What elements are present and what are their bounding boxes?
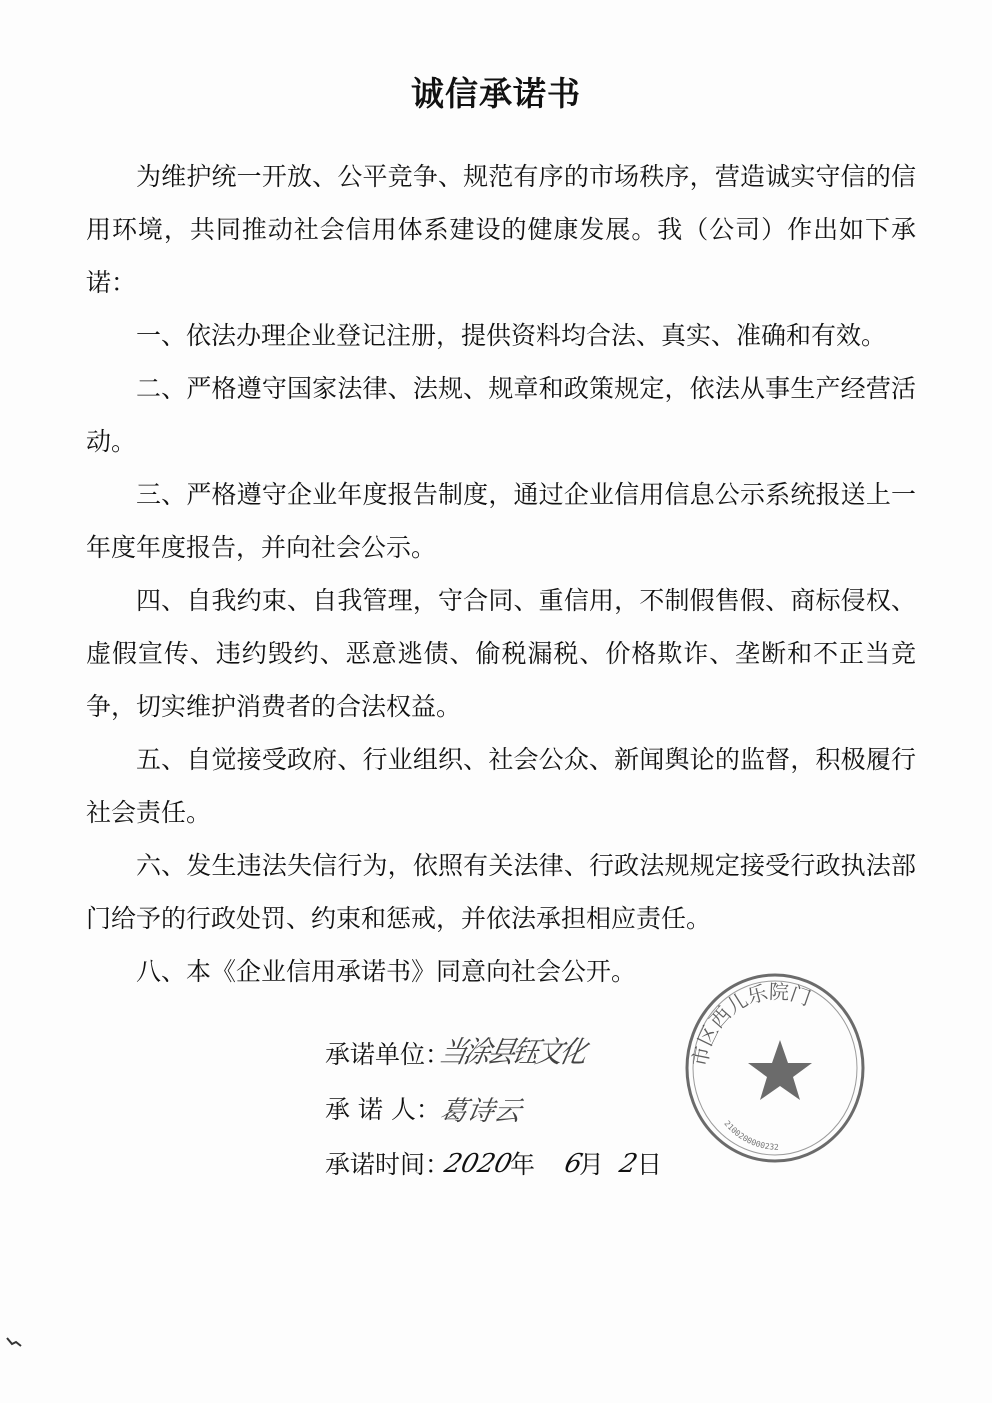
document-body bbox=[86, 150, 916, 998]
person-label: 承 诺 人： bbox=[325, 1095, 441, 1124]
paragraph-5: 五、自觉接受政府、行业组织、社会公众、新闻舆论的监督，积极履行社会责任。 bbox=[86, 745, 916, 827]
handwritten-month: 6 bbox=[561, 1149, 586, 1179]
official-seal-stamp bbox=[680, 968, 870, 1168]
paragraph-6: 六、发生违法失信行为，依照有关法律、行政法规规定接受行政执法部门给予的行政处罚、约束和惩戒，并依法承担相应责任。 bbox=[86, 851, 916, 933]
handwritten-day: 2 bbox=[616, 1149, 641, 1179]
handwritten-year: 2020 bbox=[441, 1149, 516, 1179]
paragraph-1: 一、依法办理企业登记注册，提供资料均合法、真实、准确和有效。 bbox=[136, 321, 887, 350]
signature-person-row bbox=[325, 1082, 725, 1137]
paragraph-4: 四、自我约束、自我管理，守合同、重信用，不制假售假、商标侵权、虚假宣传、违约毁约、恶意逃债、偷税漏税、价格欺诈、垄断和不正当竞争，切实维护消费者的合法权益。 bbox=[86, 586, 916, 721]
signature-date-row bbox=[325, 1137, 725, 1192]
paragraph-intro: 为维护统一开放、公平竞争、规范有序的市场秩序，营造诚实守信的信用环境，共同推动社会信用体系建设的健康发展。我（公司）作出如下承诺： bbox=[86, 162, 916, 297]
paragraph-2: 二、严格遵守国家法律、法规、规章和政策规定，依法从事生产经营活动。 bbox=[86, 374, 916, 456]
signature-block bbox=[325, 1027, 725, 1192]
paragraph-8: 八、本《企业信用承诺书》同意向社会公开。 bbox=[136, 957, 637, 986]
handwritten-signature: 葛诗云 bbox=[437, 1096, 524, 1127]
signature-unit-row bbox=[325, 1027, 725, 1082]
scan-mark-icon bbox=[6, 1336, 22, 1348]
day-char: 日 bbox=[637, 1150, 663, 1179]
document-title: 诚信承诺书 bbox=[411, 74, 581, 113]
seal-arc-text: 市区西儿乐院门 bbox=[687, 979, 814, 1069]
unit-label: 承诺单位： bbox=[325, 1040, 451, 1069]
svg-text:市区西儿乐院门 bbox=[687, 979, 814, 1068]
date-label: 承诺时间： bbox=[325, 1150, 451, 1179]
paragraph-3: 三、严格遵守企业年度报告制度，通过企业信用信息公示系统报送上一年度年度报告，并向社会公示。 bbox=[86, 480, 916, 562]
year-char: 年 bbox=[510, 1150, 536, 1179]
seal-number: 2100200000232 bbox=[722, 1118, 779, 1152]
handwritten-unit-name: 当涂县钰文化 bbox=[436, 1035, 588, 1070]
month-char: 月 bbox=[579, 1150, 605, 1179]
